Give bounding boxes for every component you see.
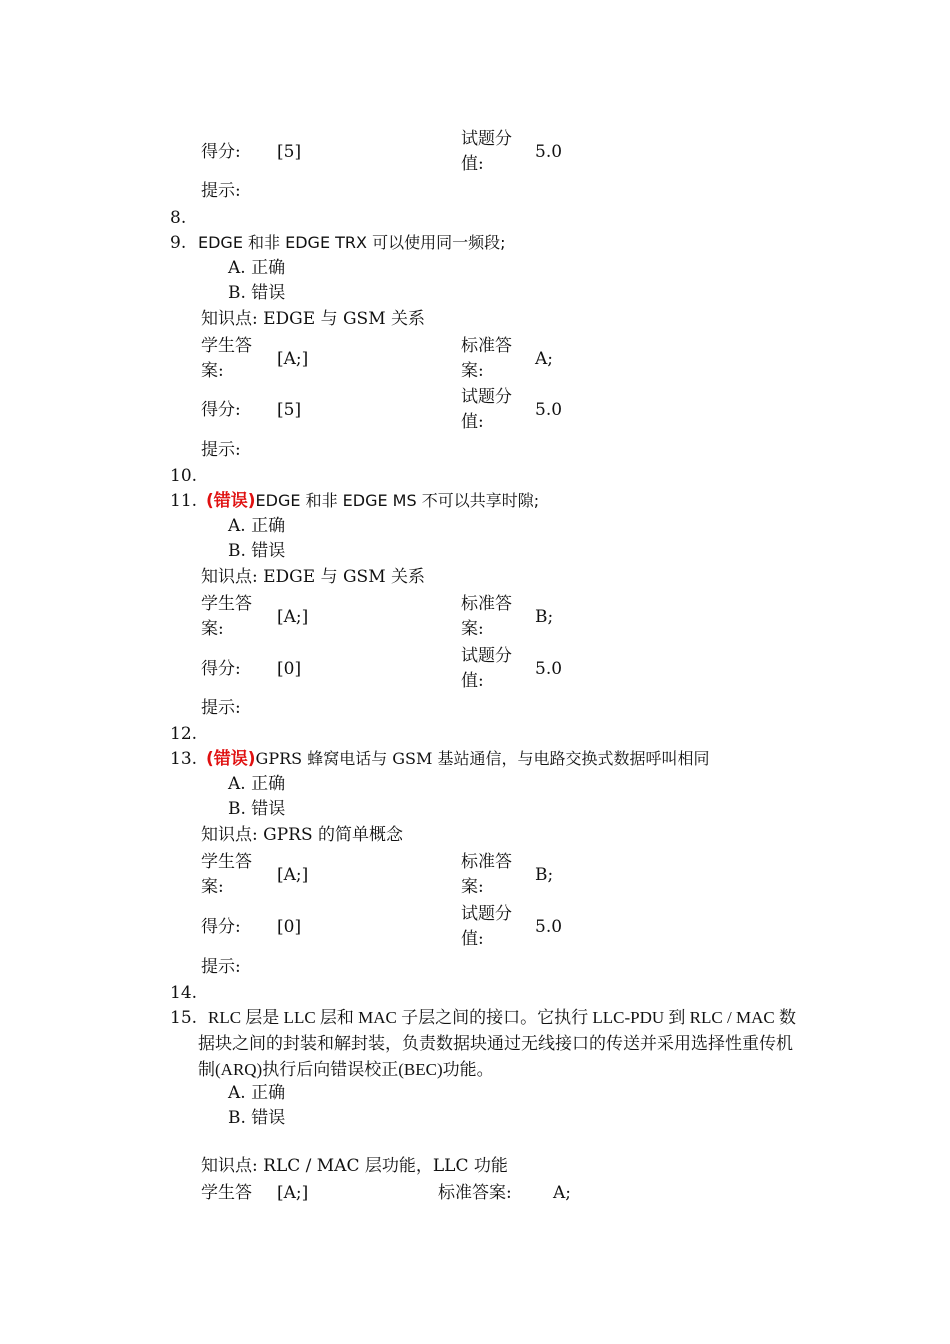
hint-label: 提示: <box>201 181 241 201</box>
question-number: 8. <box>170 208 187 228</box>
student-answer-label: 学生答 案: <box>201 336 252 381</box>
student-answer: [A;] <box>277 349 309 369</box>
score-value: [0] <box>277 917 302 937</box>
student-answer: [A;] <box>277 607 309 627</box>
score-label: 得分: <box>201 400 241 420</box>
standard-answer: B; <box>535 865 554 885</box>
question-number: 14. <box>170 983 198 1003</box>
knowledge-point: 知识点: GPRS 的简单概念 <box>201 825 404 845</box>
hint-label: 提示: <box>201 440 241 460</box>
question-text: EDGE 和非 EDGE MS 不可以共享时隙; <box>255 491 540 510</box>
student-answer-label: 学生答 <box>201 1183 252 1203</box>
question-value: 5.0 <box>535 400 563 420</box>
option-a: A. 正确 <box>228 258 286 278</box>
question-text-row <box>206 489 539 513</box>
student-answer: [A;] <box>277 1183 309 1203</box>
question-number: 13. <box>170 749 198 769</box>
question-text: GPRS 蜂窝电话与 GSM 基站通信，与电路交换式数据呼叫相同 <box>255 749 710 768</box>
student-answer-label: 学生答 案: <box>201 852 252 897</box>
option-b: B. 错误 <box>228 799 286 819</box>
score-label: 得分: <box>201 659 241 679</box>
question-number: 11. <box>170 491 198 511</box>
hint-label: 提示: <box>201 957 241 977</box>
standard-answer-label: 标准答 案: <box>461 594 512 639</box>
question-text-row <box>206 747 710 771</box>
knowledge-point: 知识点: EDGE 与 GSM 关系 <box>201 309 426 329</box>
score-value: [0] <box>277 659 302 679</box>
option-a: A. 正确 <box>228 516 286 536</box>
standard-answer-label: 标准答 案: <box>461 336 512 381</box>
score-value: [5] <box>277 142 302 162</box>
option-b: B. 错误 <box>228 283 286 303</box>
standard-answer-label: 标准答 案: <box>461 852 512 897</box>
question-value: 5.0 <box>535 917 563 937</box>
question-number: 12. <box>170 724 198 744</box>
standard-answer: A; <box>535 349 554 369</box>
student-answer: [A;] <box>277 865 309 885</box>
knowledge-point: 知识点: EDGE 与 GSM 关系 <box>201 567 426 587</box>
option-a: A. 正确 <box>228 1083 286 1103</box>
question-number: 15. <box>170 1008 198 1028</box>
score-label: 得分: <box>201 917 241 937</box>
option-a: A. 正确 <box>228 774 286 794</box>
question-value-label: 试题分 值: <box>461 387 512 432</box>
question-number: 10. <box>170 466 198 486</box>
score-value: [5] <box>277 400 302 420</box>
question-value-label: 试题分 值: <box>461 646 512 691</box>
knowledge-point: 知识点: RLC / MAC 层功能，LLC 功能 <box>201 1156 508 1176</box>
option-b: B. 错误 <box>228 1108 286 1128</box>
error-tag: (错误) <box>206 749 256 769</box>
question-text: EDGE 和非 EDGE TRX 可以使用同一频段; <box>198 233 506 252</box>
question-number: 9. <box>170 233 187 253</box>
hint-label: 提示: <box>201 698 241 718</box>
standard-answer: B; <box>535 607 554 627</box>
question-value: 5.0 <box>535 142 563 162</box>
student-answer-label: 学生答 案: <box>201 594 252 639</box>
error-tag: (错误) <box>206 491 256 511</box>
standard-answer: A; <box>553 1183 572 1203</box>
score-label: 得分: <box>201 142 241 162</box>
option-b: B. 错误 <box>228 541 286 561</box>
standard-answer-label: 标准答案: <box>438 1183 512 1203</box>
question-value-label: 试题分 值: <box>461 904 512 949</box>
question-value: 5.0 <box>535 659 563 679</box>
question-value-label: 试题分 值: <box>461 129 512 174</box>
question-text: RLC 层是 LLC 层和 MAC 子层之间的接口。它执行 LLC-PDU 到 RLC / MAC 数据块之间的封装和解封装，负责数据块通过无线接口的传送并采用选择性重传机制(ARQ)执行后向错误校正(BEC)功能。 <box>198 1008 796 1079</box>
